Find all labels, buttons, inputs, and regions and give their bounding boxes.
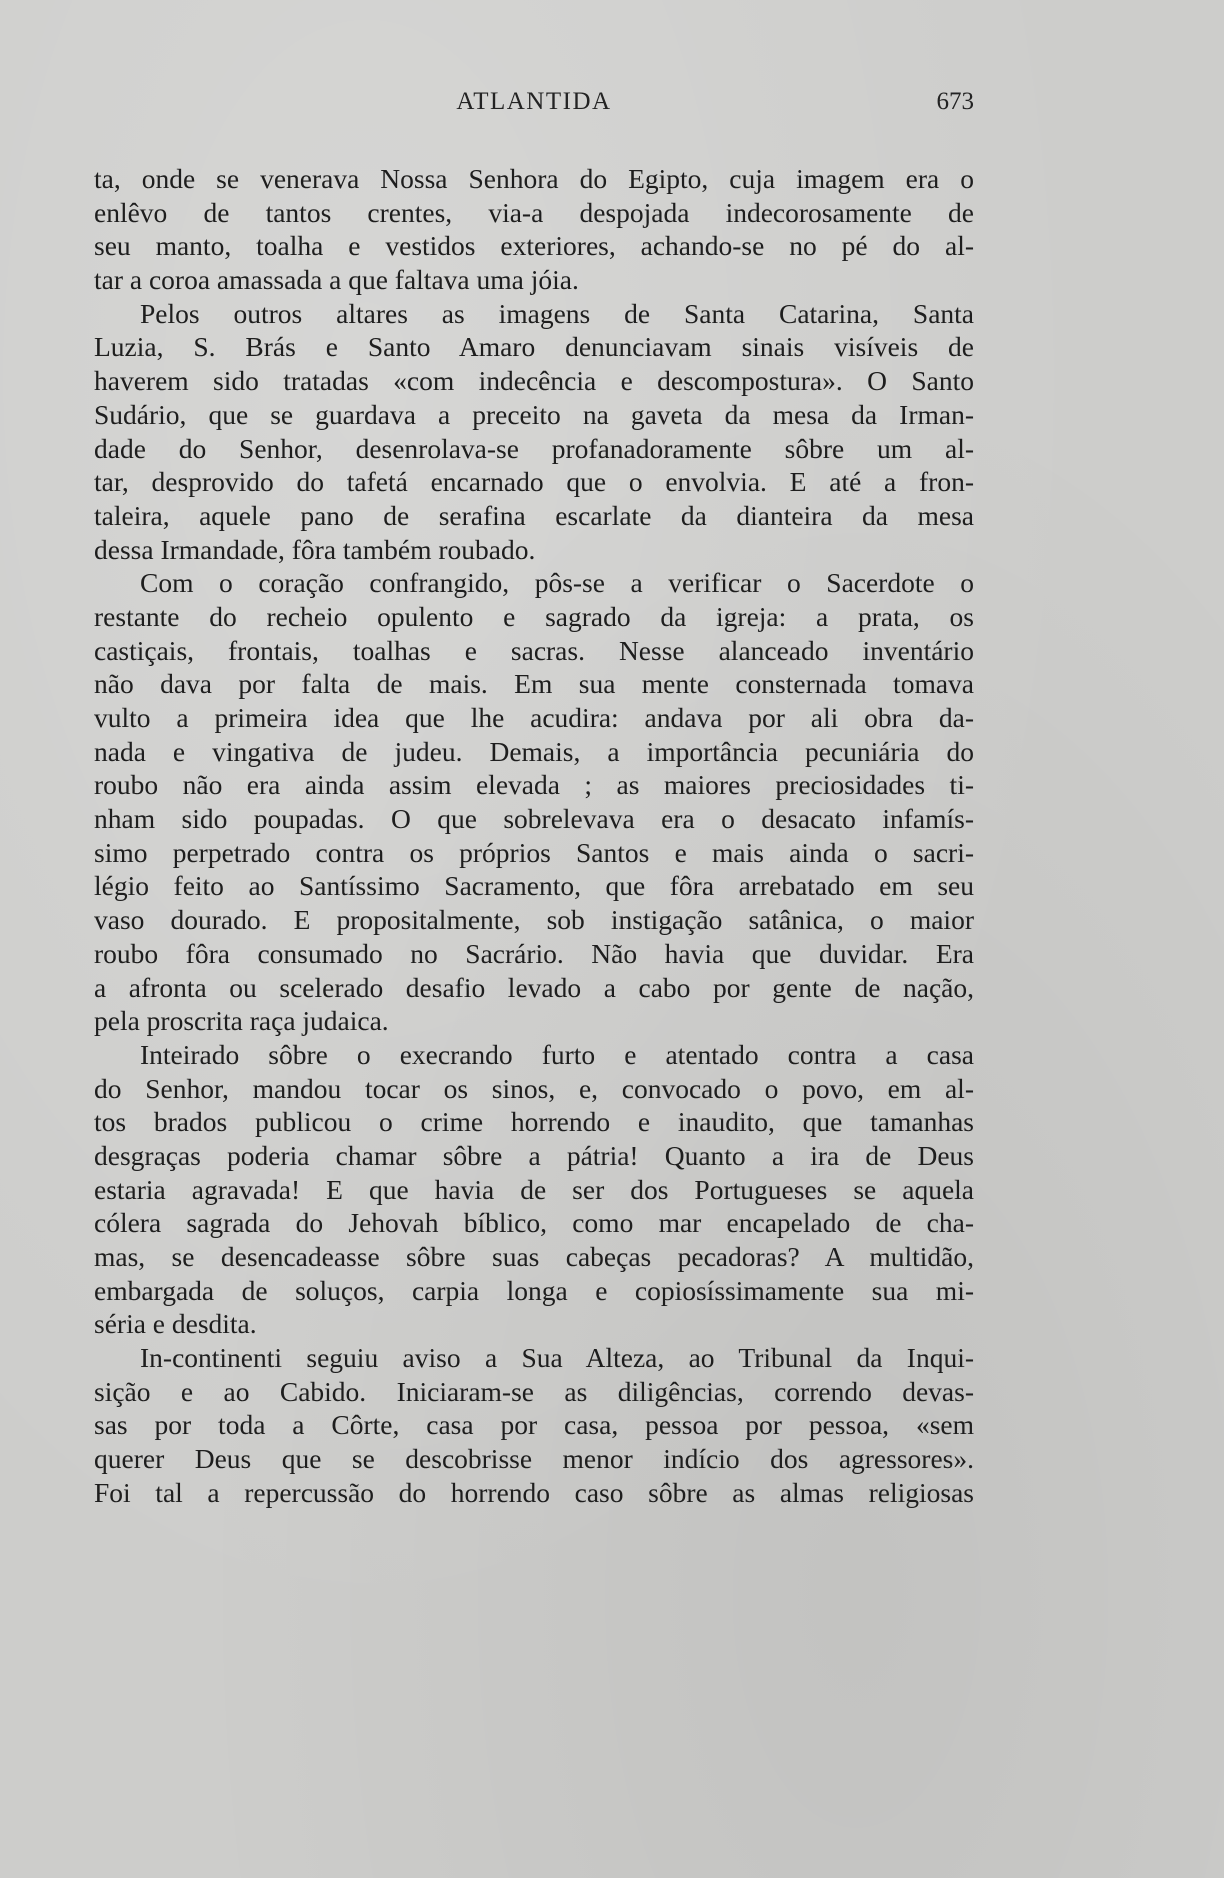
text-line: Inteirado sôbre o execrando furto e atentado contra a casa <box>140 1038 974 1070</box>
text-line: Com o coração confrangido, pôs-se a verificar o Sacerdote o <box>140 567 974 599</box>
text-line: légio feito ao Santíssimo Sacramento, que fôra arrebatado em seu <box>94 870 974 902</box>
text-line: mas, se desencadeasse sôbre suas cabeças pecadoras? A multidão, <box>94 1241 974 1272</box>
text-line: simo perpetrado contra os próprios Santos e mais ainda o sacri- <box>94 836 974 868</box>
text-line: restante do recheio opulento e sagrado da igreja: a prata, os <box>94 600 974 632</box>
text-line: Luzia, S. Brás e Santo Amaro denunciavam sinais visíveis de <box>94 331 974 363</box>
body-text <box>94 162 974 1510</box>
text-line: embargada de soluços, carpia longa e copiosíssimamente sua mi- <box>94 1274 974 1306</box>
text-line: In-continenti seguiu aviso a Sua Alteza, ao Tribunal da Inqui- <box>140 1342 974 1374</box>
text-line: Sudário, que se guardava a preceito na gaveta da mesa da Irman- <box>94 398 974 430</box>
text-line: taleira, aquele pano de serafina escarlate da dianteira da mesa <box>94 499 974 531</box>
text-line: haverem sido tratadas «com indecência e descompostura». O Santo <box>94 365 974 397</box>
page-number: 673 <box>936 88 974 115</box>
text-line: dade do Senhor, desenrolava-se profanadoramente sôbre um al- <box>94 432 974 464</box>
text-line: Pelos outros altares as imagens de Santa Catarina, Santa <box>140 297 974 329</box>
text-line: castiçais, frontais, toalhas e sacras. Nesse alanceado inventário <box>94 634 974 666</box>
text-line: Foi tal a repercussão do horrendo caso sôbre as almas religiosas <box>94 1476 974 1508</box>
text-line: do Senhor, mandou tocar os sinos, e, convocado o povo, em al- <box>94 1072 974 1104</box>
text-line: sição e ao Cabido. Iniciaram-se as diligências, correndo devas- <box>94 1375 974 1407</box>
text-line: cólera sagrada do Jehovah bíblico, como mar encapelado de cha- <box>94 1207 974 1239</box>
text-line: seu manto, toalha e vestidos exteriores, achando-se no pé do al- <box>94 230 974 262</box>
text-line: nham sido poupadas. O que sobrelevava era o desacato infamís- <box>94 803 974 835</box>
text-line: roubo não era ainda assim elevada ; as maiores preciosidades ti- <box>94 769 974 801</box>
text-line: enlêvo de tantos crentes, via-a despojada indecorosamente de <box>94 196 974 228</box>
text-line: querer Deus que se descobrisse menor indício dos agressores». <box>94 1443 974 1475</box>
text-line: séria e desdita. <box>94 1308 257 1340</box>
running-title: ATLANTIDA <box>456 88 612 115</box>
text-line: desgraças poderia chamar sôbre a pátria! Quanto a ira de Deus <box>94 1139 974 1171</box>
text-line: sas por toda a Côrte, casa por casa, pessoa por pessoa, «sem <box>94 1409 974 1441</box>
text-line: nada e vingativa de judeu. Demais, a importância pecuniária do <box>94 735 974 767</box>
text-line: ta, onde se venerava Nossa Senhora do Egipto, cuja imagem era o <box>94 163 974 194</box>
text-line: estaria agravada! E que havia de ser dos Portugueses se aquela <box>94 1173 974 1205</box>
running-header <box>94 88 974 124</box>
text-line: vulto a primeira idea que lhe acudira: andava por ali obra da- <box>94 702 974 733</box>
text-line: pela proscrita raça judaica. <box>94 1005 389 1037</box>
text-line: tar, desprovido do tafetá encarnado que o envolvia. E até a fron- <box>94 466 974 498</box>
text-line: dessa Irmandade, fôra também roubado. <box>94 533 536 565</box>
text-line: vaso dourado. E propositalmente, sob instigação satânica, o maior <box>94 904 974 936</box>
text-line: não dava por falta de mais. Em sua mente consternada tomava <box>94 668 974 700</box>
text-line: tar a coroa amassada a que faltava uma jóia. <box>94 264 579 296</box>
text-line: roubo fôra consumado no Sacrário. Não havia que duvidar. Era <box>94 937 974 969</box>
text-line: a afronta ou scelerado desafio levado a cabo por gente de nação, <box>94 971 974 1003</box>
text-line: tos brados publicou o crime horrendo e inaudito, que tamanhas <box>94 1106 974 1138</box>
